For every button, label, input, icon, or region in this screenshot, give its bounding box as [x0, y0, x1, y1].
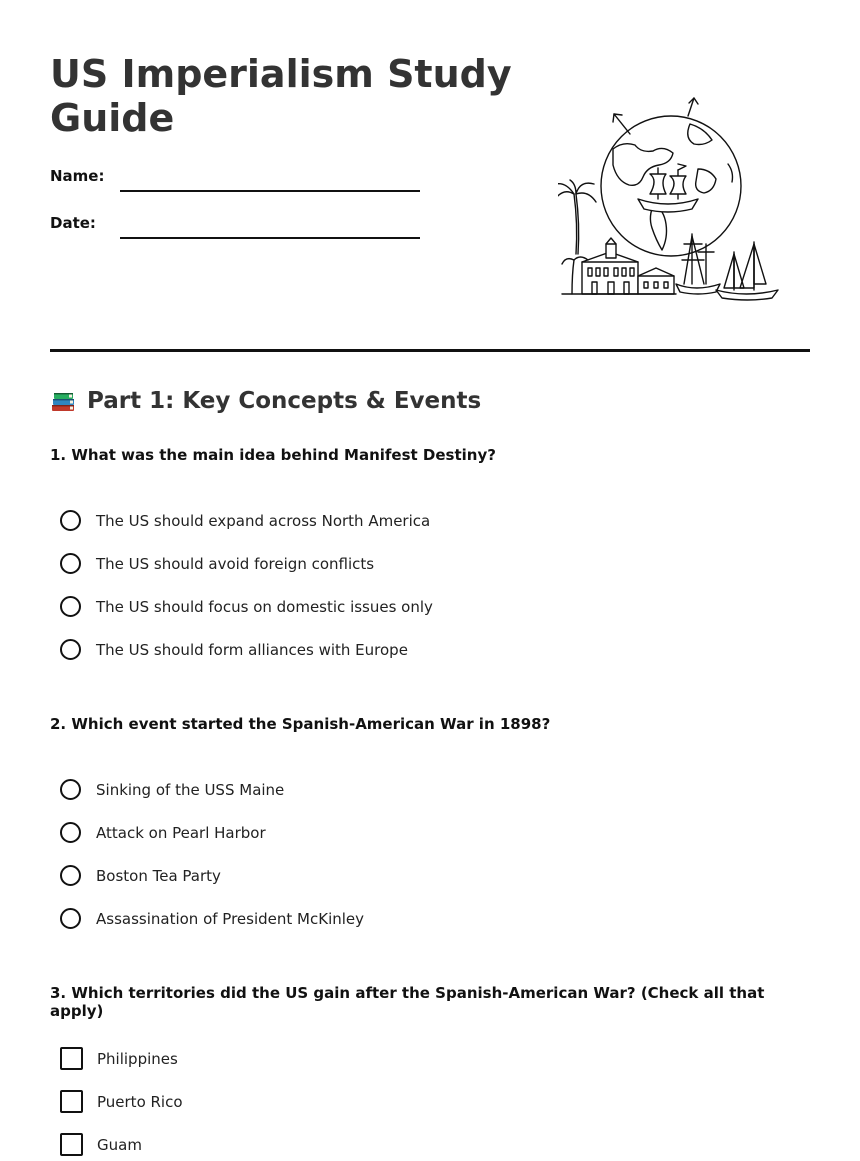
- date-label: Date:: [50, 214, 96, 232]
- option-label: Guam: [97, 1135, 142, 1154]
- q2-option-3[interactable]: [60, 865, 221, 886]
- radio-button[interactable]: [60, 779, 81, 800]
- books-icon: [50, 388, 76, 414]
- name-field-row: [50, 160, 420, 192]
- header-divider: [50, 349, 810, 352]
- radio-button[interactable]: [60, 822, 81, 843]
- checkbox[interactable]: [60, 1133, 83, 1156]
- q1-option-4[interactable]: [60, 639, 408, 660]
- checkbox[interactable]: [60, 1047, 83, 1070]
- q3-option-3[interactable]: [60, 1133, 142, 1156]
- q2-option-2[interactable]: [60, 822, 266, 843]
- q2-option-4[interactable]: [60, 908, 364, 929]
- radio-button[interactable]: [60, 596, 81, 617]
- page-title: US Imperialism Study Guide: [50, 52, 512, 140]
- date-field-row: [50, 207, 420, 239]
- globe-ships-illustration: [558, 94, 788, 306]
- option-label: The US should form alliances with Europe: [96, 640, 408, 659]
- q3-option-2[interactable]: [60, 1090, 183, 1113]
- option-label: The US should expand across North America: [96, 511, 431, 530]
- radio-button[interactable]: [60, 865, 81, 886]
- question-2: 2. Which event started the Spanish-American War in 1898?: [50, 715, 551, 733]
- option-label: The US should avoid foreign conflicts: [96, 554, 375, 573]
- checkbox[interactable]: [60, 1090, 83, 1113]
- question-3: 3. Which territories did the US gain after the Spanish-American War? (Check all that apply): [50, 984, 765, 1020]
- option-label: Assassination of President McKinley: [96, 909, 365, 928]
- part1-heading: [50, 388, 481, 414]
- q1-option-3[interactable]: [60, 596, 433, 617]
- name-label: Name:: [50, 167, 105, 185]
- question-1: 1. What was the main idea behind Manifest Destiny?: [50, 446, 496, 464]
- radio-button[interactable]: [60, 553, 81, 574]
- option-label: Philippines: [97, 1049, 178, 1068]
- name-input-line[interactable]: [120, 172, 420, 192]
- option-label: Sinking of the USS Maine: [96, 780, 285, 799]
- q1-option-1[interactable]: [60, 510, 430, 531]
- option-label: Puerto Rico: [97, 1092, 183, 1111]
- radio-button[interactable]: [60, 908, 81, 929]
- q1-option-2[interactable]: [60, 553, 374, 574]
- q2-option-1[interactable]: [60, 779, 284, 800]
- option-label: Boston Tea Party: [96, 866, 221, 885]
- radio-button[interactable]: [60, 639, 81, 660]
- option-label: Attack on Pearl Harbor: [96, 823, 266, 842]
- q3-option-1[interactable]: [60, 1047, 178, 1070]
- part1-title: Part 1: Key Concepts & Events: [87, 388, 482, 414]
- date-input-line[interactable]: [120, 219, 420, 239]
- option-label: The US should focus on domestic issues only: [96, 597, 433, 616]
- radio-button[interactable]: [60, 510, 81, 531]
